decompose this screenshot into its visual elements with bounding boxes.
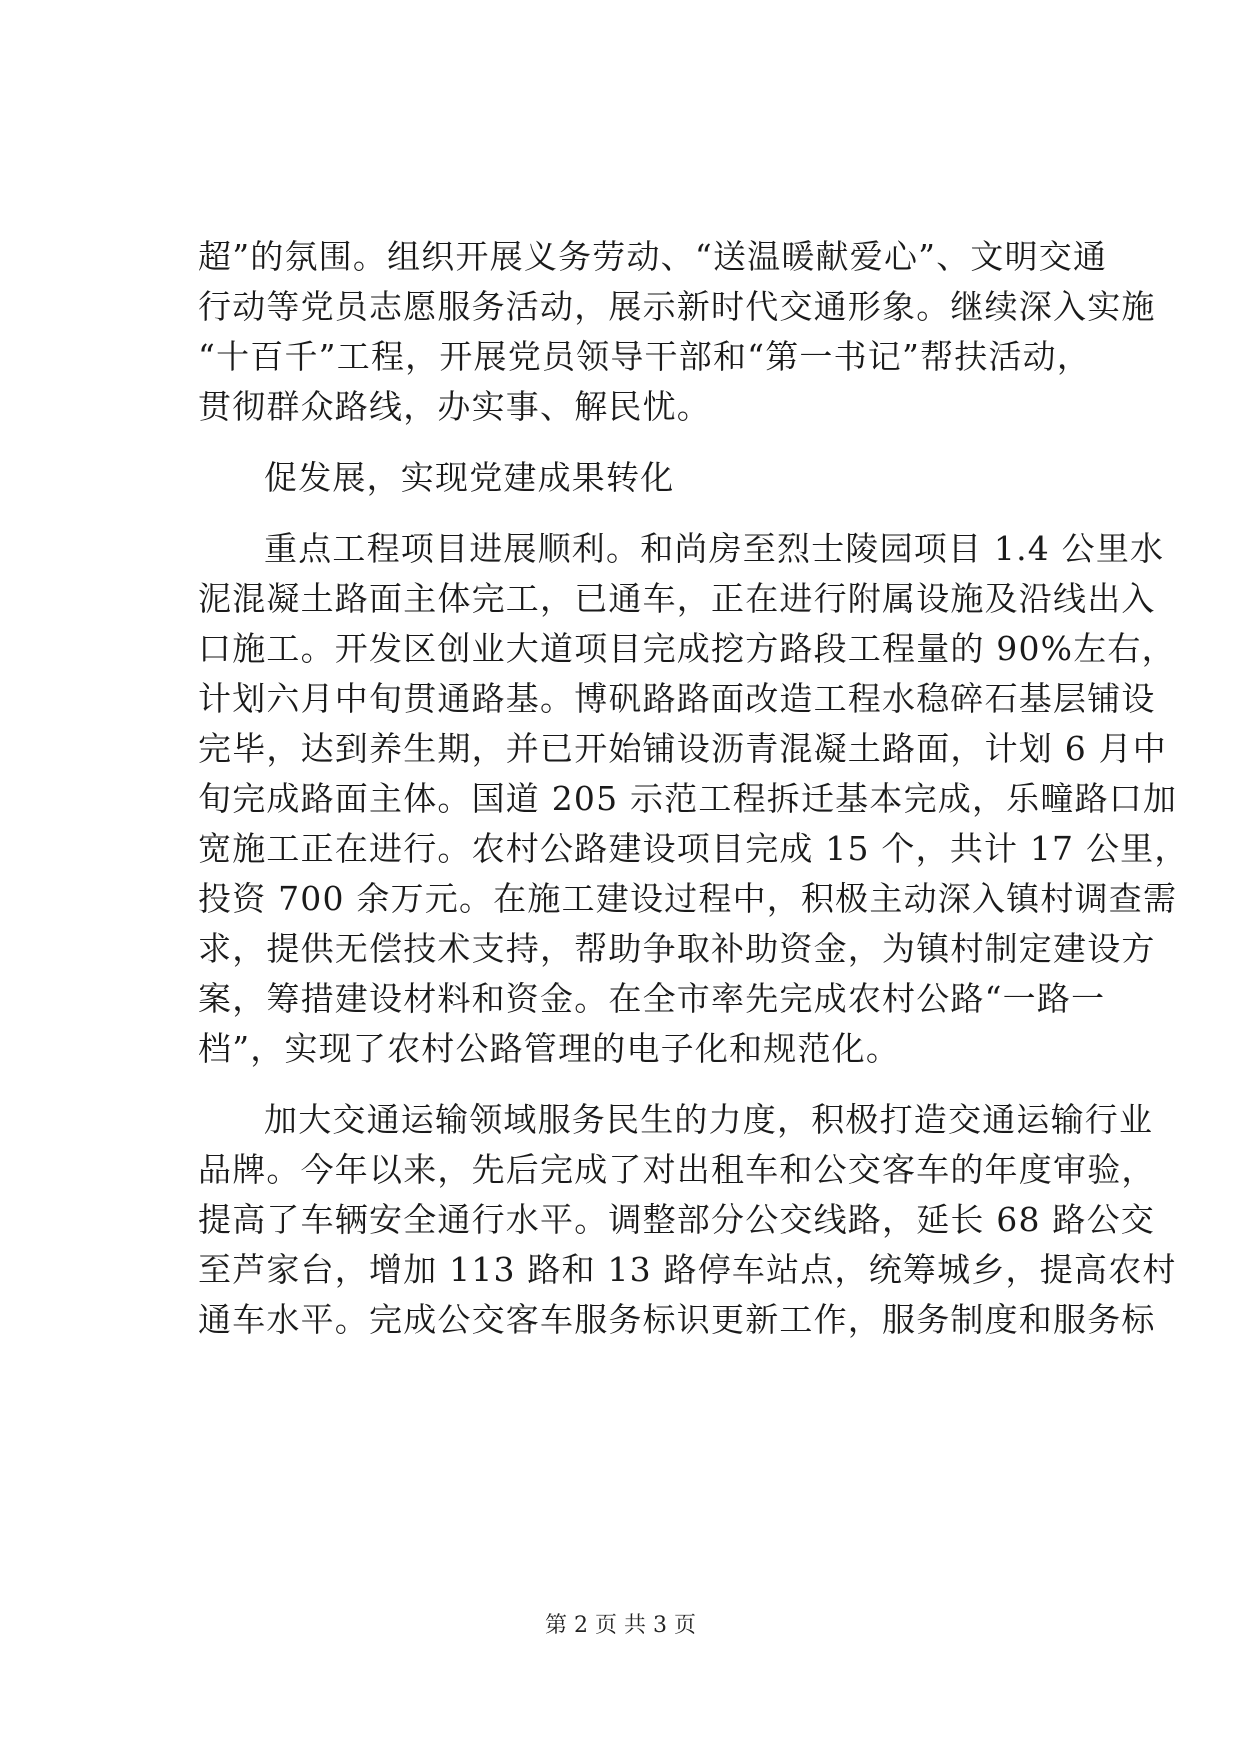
text-line: 超”的氛围。组织开展义务劳动、“送温暖献爱心”、文明交通 <box>198 237 1108 276</box>
text-line: 重点工程项目进展顺利。和尚房至烈士陵园项目 1.4 公里水 <box>264 529 1165 568</box>
text-line: 宽施工正在进行。农村公路建设项目完成 15 个，共计 17 公里， <box>198 829 1189 868</box>
paragraph <box>198 524 1189 1074</box>
text-line: 通车水平。完成公交客车服务标识更新工作，服务制度和服务标 <box>198 1300 1156 1339</box>
text-line: 旬完成路面主体。国道 205 示范工程拆迁基本完成，乐疃路口加 <box>198 779 1178 818</box>
text-line: 投资 700 余万元。在施工建设过程中，积极主动深入镇村调查需 <box>198 879 1178 918</box>
text-line: 泥混凝土路面主体完工，已通车，正在进行附属设施及沿线出入 <box>198 579 1156 618</box>
text-line: “十百千”工程，开展党员领导干部和“第一书记”帮扶活动， <box>198 337 1092 376</box>
text-line: 加大交通运输领域服务民生的力度，积极打造交通运输行业 <box>264 1100 1154 1139</box>
text-line: 行动等党员志愿服务活动，展示新时代交通形象。继续深入实施 <box>198 287 1156 326</box>
section-heading <box>198 453 1078 503</box>
text-line: 计划六月中旬贯通路基。博矾路路面改造工程水稳碎石基层铺设 <box>198 679 1156 718</box>
text-line: 案，筹措建设材料和资金。在全市率先完成农村公路“一路一 <box>198 979 1106 1018</box>
text-line: 提高了车辆安全通行水平。调整部分公交线路，延长 68 路公交 <box>198 1200 1155 1239</box>
text-line: 至芦家台，增加 113 路和 13 路停车站点，统筹城乡，提高农村 <box>198 1250 1177 1289</box>
text-line: 完毕，达到养生期，并已开始铺设沥青混凝土路面，计划 6 月中 <box>198 729 1167 768</box>
text-line: 促发展，实现党建成果转化 <box>264 458 675 497</box>
page-number-footer: 第 2 页 共 3 页 <box>545 1613 696 1638</box>
text-line: 口施工。开发区创业大道项目完成挖方路段工程量的 90%左右， <box>198 629 1176 668</box>
paragraph <box>198 1095 1177 1345</box>
paragraph <box>198 232 1156 432</box>
text-line: 贯彻群众路线，办实事、解民忧。 <box>198 387 711 426</box>
text-line: 档”，实现了农村公路管理的电子化和规范化。 <box>198 1029 901 1068</box>
document-body <box>198 232 1189 1345</box>
text-line: 品牌。今年以来，先后完成了对出租车和公交客车的年度审验， <box>198 1150 1156 1189</box>
text-line: 求，提供无偿技术支持，帮助争取补助资金，为镇村制定建设方 <box>198 929 1156 968</box>
